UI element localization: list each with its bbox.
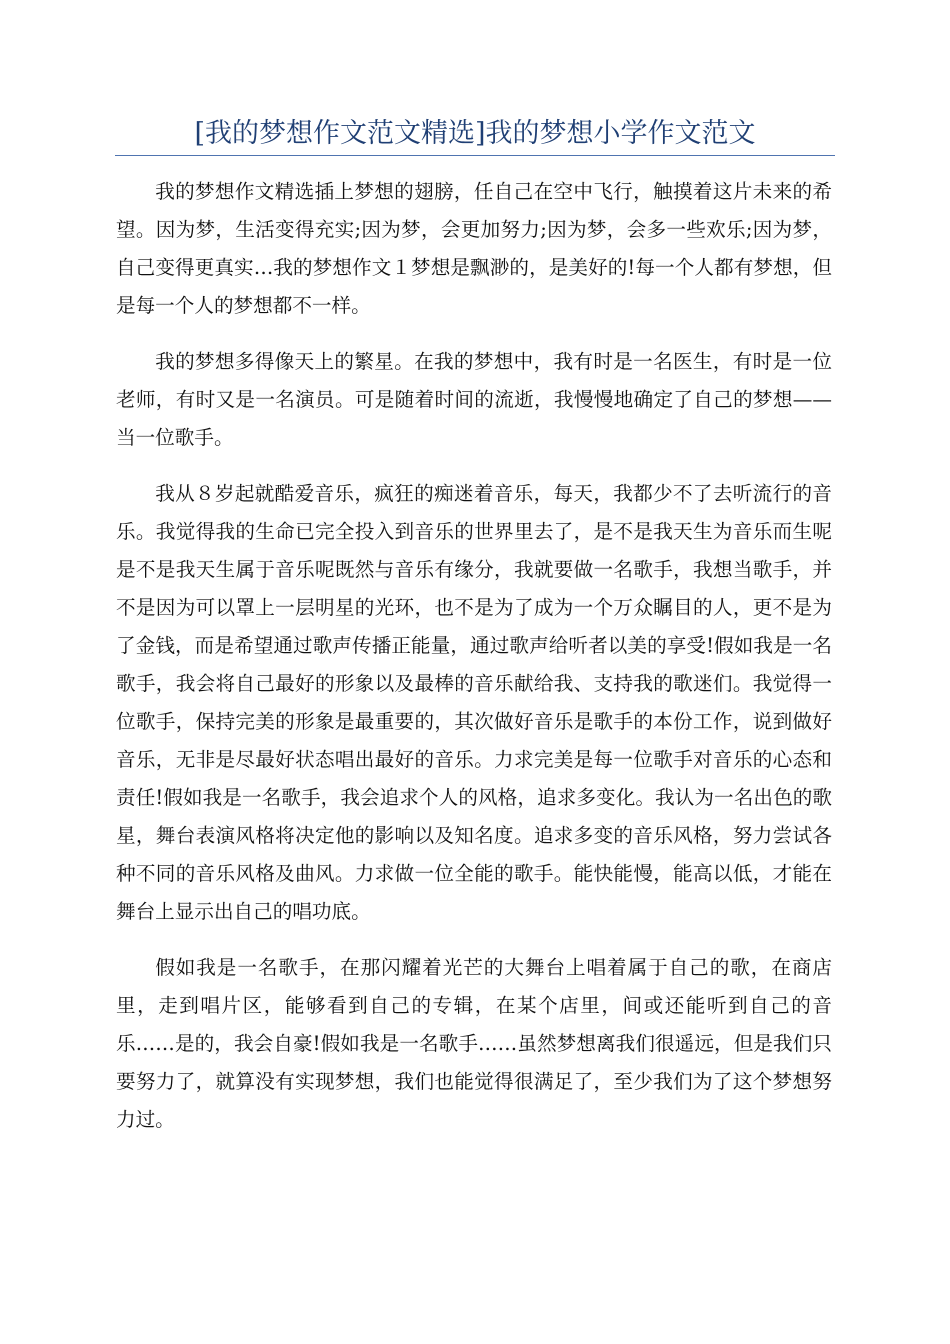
paragraph-1: 我的梦想作文精选插上梦想的翅膀，任自己在空中飞行，触摸着这片未来的希望。因为梦，生活变得充实;因为梦，会更加努力;因为梦，会多一些欢乐;因为梦，自己变得更真实…我的梦想作文１梦想是飘渺的，是美好的!每一个人都有梦想，但是每一个人的梦想都不一样。 (116, 180, 832, 317)
paragraph-4: 假如我是一名歌手，在那闪耀着光芒的大舞台上唱着属于自己的歌，在商店里，走到唱片区，能够看到自己的专辑，在某个店里，间或还能听到自己的音乐……是的，我会自豪!假如我是一名歌手……虽然梦想离我们很遥远，但是我们只要努力了，就算没有实现梦想，我们也能觉得很满足了，至少我们为了这个梦想努力过。 (116, 956, 832, 1131)
document-title: [我的梦想作文范文精选]我的梦想小学作文范文 (194, 118, 756, 149)
paragraph-3: 我从８岁起就酷爱音乐，疯狂的痴迷着音乐，每天，我都少不了去听流行的音乐。我觉得我的生命已完全投入到音乐的世界里去了，是不是我天生为音乐而生呢是不是我天生属于音乐呢既然与音乐有缘分，我就要做一名歌手，我想当歌手，并不是因为可以罩上一层明星的光环，也不是为了成为一个万众瞩目的人，更不是为了金钱，而是希望通过歌声传播正能量，通过歌声给听者以美的享受!假如我是一名歌手，我会将自己最好的形象以及最棒的音乐献给我、支持我的歌迷们。我觉得一位歌手，保持完美的形象是最重要的，其次做好音乐是歌手的本份工作，说到做好音乐，无非是尽最好状态唱出最好的音乐。力求完美是每一位歌手对音乐的心态和责任!假如我是一名歌手，我会追求个人的风格，追求多变化。我认为一名出色的歌星，舞台表演风格将决定他的影响以及知名度。追求多变的音乐风格，努力尝试各种不同的音乐风格及曲风。力求做一位全能的歌手。能快能慢，能高以低，才能在舞台上显示出自己的唱功底。 (116, 482, 832, 923)
paragraph-2: 我的梦想多得像天上的繁星。在我的梦想中，我有时是一名医生，有时是一位老师，有时又是一名演员。可是随着时间的流逝，我慢慢地确定了自己的梦想——当一位歌手。 (116, 350, 832, 449)
title-underline (115, 155, 835, 156)
document-body (116, 173, 832, 1157)
